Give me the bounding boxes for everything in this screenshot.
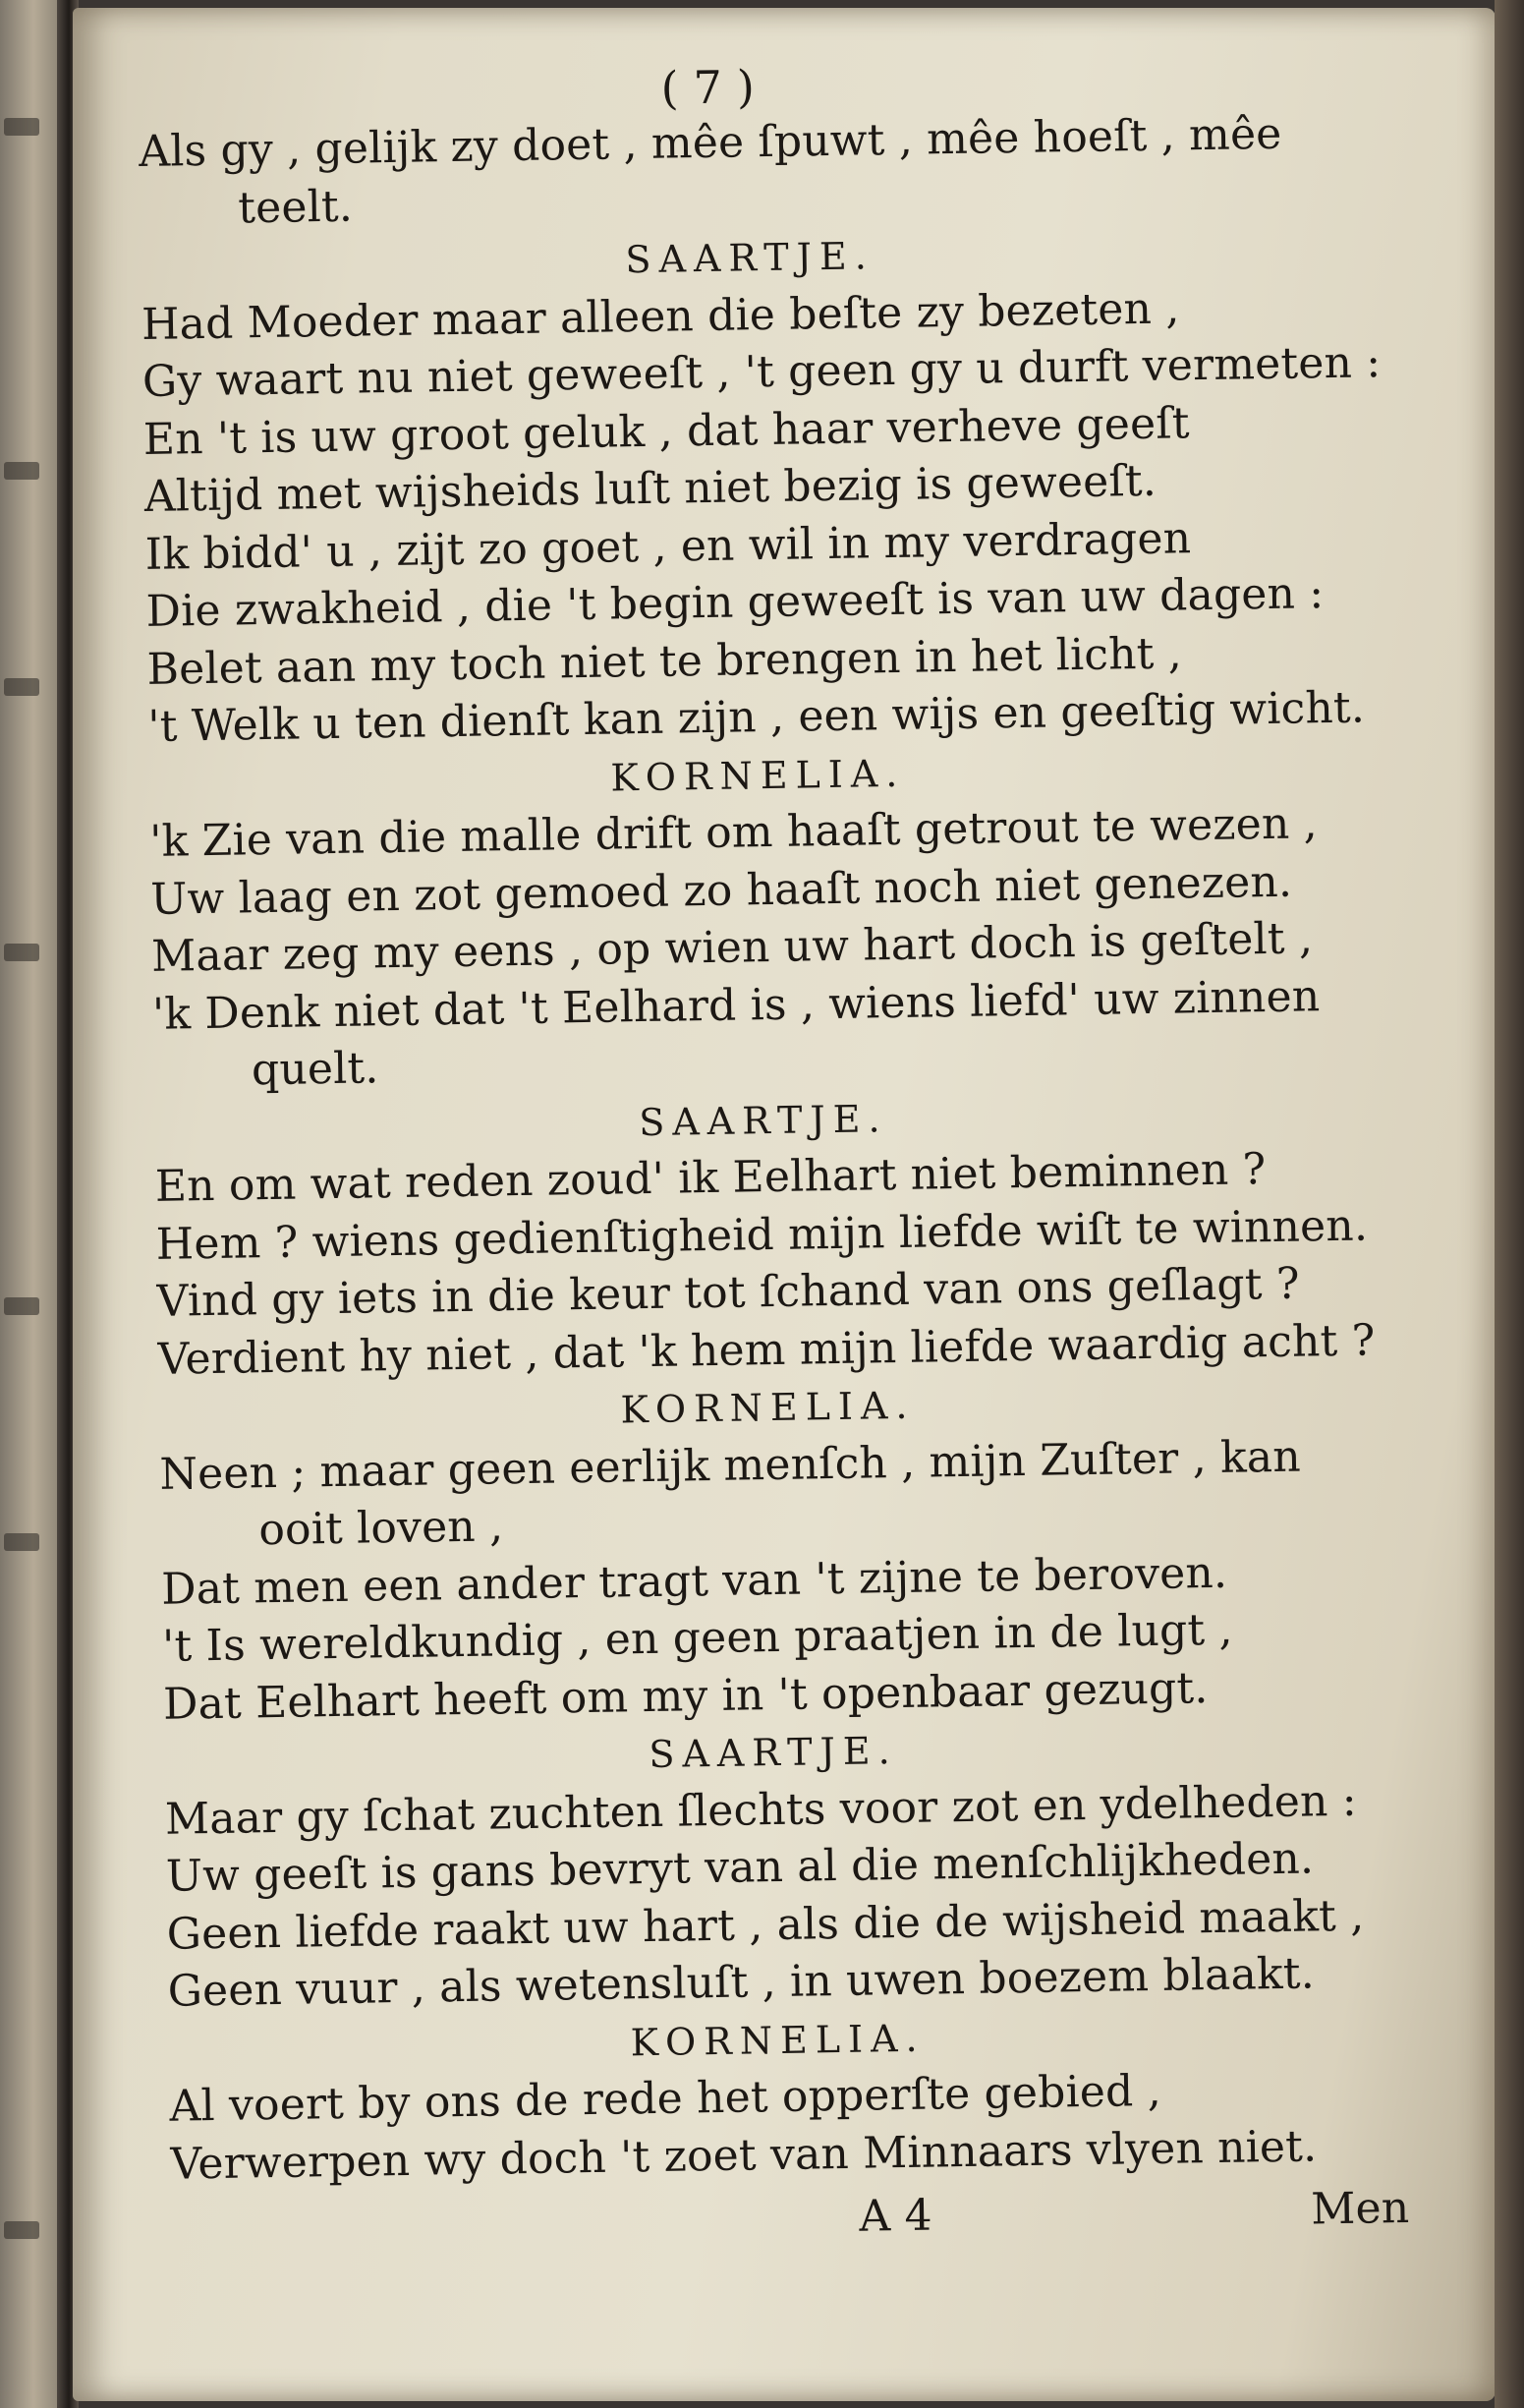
facing-page-glyph [4,1533,39,1551]
speaker-heading: KORNELIA. [630,2016,926,2064]
verse-line: Gy waart nu niet geweeſt , 't geen gy u durft vermeten : [141,337,1382,407]
verse-line: Verwerpen wy doch 't zoet van Minnaars vlyen niet. [170,2120,1318,2190]
facing-page-glyph [4,2221,39,2239]
verse-line: Neen ; maar geen eerlijk menſch , mijn Zuſter , kan [159,1431,1302,1500]
verse-line: Geen vuur , als wetensluſt , in uwen boezem blaakt. [167,1948,1316,2017]
verse-line: En om wat reden zoud' ik Eelhart niet beminnen ? [154,1144,1267,1212]
verse-line: 'k Denk niet dat 't Eelhard is , wiens liefd' uw zinnen [151,970,1321,1040]
facing-page-glyph [4,118,39,136]
facing-page-glyph [4,944,39,961]
verse-line: Uw laag en zot gemoed zo haaſt noch niet genezen. [149,856,1293,925]
verse-line: Verdient hy niet , dat 'k hem mijn liefde waardig acht ? [157,1314,1376,1385]
verse-line: 't Is wereldkundig , en geen praatjen in de lugt , [161,1604,1234,1672]
verse-line: Al voert by ons de rede het opperſte gebied , [169,2065,1162,2132]
page-stack-edge [1495,0,1524,2408]
verse-line: Dat Eelhart heeft om my in 't openbaar gezugt. [162,1662,1209,1730]
text-blocks [139,104,1448,2194]
verse-continuation: teelt. [237,181,354,233]
verse-line: Maar gy ſchat zuchten ſlechts voor zot en ydelheden : [164,1775,1358,1845]
verse-line: 't Welk u ten dienſt kan zijn , een wijs en geeſtig wicht. [147,682,1366,752]
speaker-heading: SAARTJE. [625,234,875,282]
verse-line: Geen liefde raakt uw hart , als die de wijsheid maakt , [166,1890,1365,1960]
verse-line: Maar zeg my eens , op wien uw hart doch is geſtelt , [150,913,1314,982]
page-number: ( 7 ) [660,60,756,115]
speaker-heading: SAARTJE. [649,1729,898,1777]
verse-continuation: ooit loven , [257,1501,504,1556]
verse-line: Dat men een ander tragt van 't zijne te beroven. [160,1547,1228,1615]
speaker-heading: KORNELIA. [610,751,906,800]
speaker-heading: KORNELIA. [620,1383,916,1432]
catchword: Men [1310,2182,1410,2235]
verse-line: 'k Zie van die malle drift om haaſt getrout te wezen , [148,798,1319,867]
speaker-heading: SAARTJE. [638,1096,888,1144]
page-text [138,49,1449,2259]
facing-page-edge [0,0,61,2408]
verse-line: Ik bidd' u , zijt zo goet , en wil in my verdragen [144,512,1192,580]
facing-page-glyph [4,1297,39,1315]
verse-line: Altijd met wijsheids luſt niet bezig is geweeſt. [143,455,1157,522]
signature-mark: A 4 [859,2190,933,2242]
verse-line: Die zwakheid , die 't begin geweeſt is van uw dagen : [145,568,1325,637]
verse-line: En 't is uw groot geluk , dat haar verheve geeſt [142,397,1191,465]
facing-page-glyph [4,462,39,480]
verse-line: Uw geeſt is gans bevryt van al die menſchlijkheden. [165,1833,1315,1902]
verse-line: Als gy , gelijk zy doet , mêe ſpuwt , mêe hoeſt , mêe [138,108,1282,177]
verse-line: Belet aan my toch niet te brengen in het licht , [146,627,1183,695]
verse-line: Had Moeder maar alleen die beſte zy bezeten , [141,282,1180,350]
facing-page-glyph [4,678,39,696]
verse-line: Vind gy iets in die keur tot ſchand van ons geſlagt ? [156,1258,1301,1327]
verse-continuation: quelt. [251,1043,379,1096]
verse-line: Hem ? wiens gedienſtigheid mijn liefde wiſt te winnen. [155,1199,1369,1270]
